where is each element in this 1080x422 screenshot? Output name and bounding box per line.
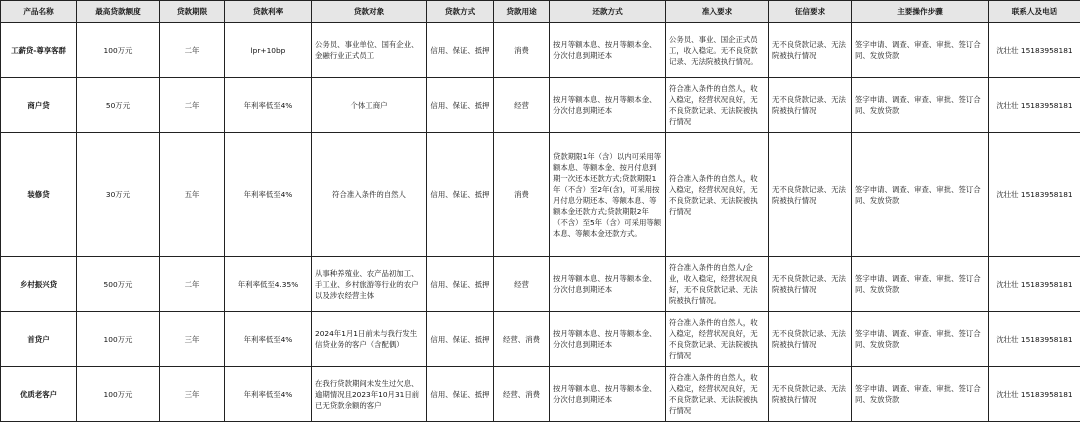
access: 符合准入条件的自然人，收入稳定，经营状况良好，无不良贷款记录、无法院被执行情况 [666, 133, 769, 257]
credit: 无不良贷款记录、无法院被执行情况 [769, 78, 852, 133]
header-method: 贷款方式 [427, 1, 494, 23]
contact: 沈壮壮 15183958181 [989, 78, 1080, 133]
term: 二年 [160, 257, 225, 312]
steps: 签字申请、调查、审查、审批、签订合同、发放贷款 [852, 78, 989, 133]
access: 符合准入条件的自然人，收入稳定，经营状况良好，无不良贷款记录、无法院被执行情况 [666, 367, 769, 422]
product-name: 工薪贷-尊享客群 [1, 23, 77, 78]
repayment: 贷款期限1年（含）以内可采用等额本息、等额本金、按月付息到期一次还本还款方式;贷款期限1年（不含）至2年(含)，可采用按月付息分期还本、等额本息、等额本金还款方式;贷款期限2年（不含）至5年（含）可采用等额本息、等额本金还款方式。 [550, 133, 666, 257]
max-amount: 100万元 [77, 367, 160, 422]
target: 符合准入条件的自然人 [312, 133, 427, 257]
method: 信用、保证、抵押 [427, 257, 494, 312]
table-row [1, 133, 1080, 257]
steps: 签字申请、调查、审查、审批、签订合同、发放贷款 [852, 367, 989, 422]
target: 2024年1月1日前未与我行发生信贷业务的客户（含配偶） [312, 312, 427, 367]
max-amount: 500万元 [77, 257, 160, 312]
steps: 签字申请、调查、审查、审批、签订合同、发放贷款 [852, 257, 989, 312]
use: 经营 [494, 257, 550, 312]
table-row [1, 312, 1080, 367]
table-row [1, 23, 1080, 78]
product-name: 装修贷 [1, 133, 77, 257]
header-max-amount: 最高贷款额度 [77, 1, 160, 23]
credit: 无不良贷款记录、无法院被执行情况 [769, 367, 852, 422]
access: 公务员、事业、国企正式员工，收入稳定。无不良贷款记录、无法院被执行情况。 [666, 23, 769, 78]
max-amount: 30万元 [77, 133, 160, 257]
repayment: 按月等额本息、按月等额本金、分次付息到期还本 [550, 257, 666, 312]
access: 符合准入条件的自然人，收入稳定，经营状况良好，无不良贷款记录、无法院被执行情况 [666, 312, 769, 367]
max-amount: 100万元 [77, 312, 160, 367]
rate: lpr+10bp [225, 23, 312, 78]
target: 在我行贷款期间未发生过欠息、逾期情况且2023年10月31日前已无贷款余额的客户 [312, 367, 427, 422]
method: 信用、保证、抵押 [427, 133, 494, 257]
credit: 无不良贷款记录、无法院被执行情况 [769, 23, 852, 78]
credit: 无不良贷款记录、无法院被执行情况 [769, 312, 852, 367]
header-product-name: 产品名称 [1, 1, 77, 23]
table-row [1, 257, 1080, 312]
contact: 沈壮壮 15183958181 [989, 23, 1080, 78]
term: 三年 [160, 367, 225, 422]
use: 经营、消费 [494, 312, 550, 367]
max-amount: 50万元 [77, 78, 160, 133]
steps: 签字申请、调查、审查、审批、签订合同、发放贷款 [852, 133, 989, 257]
product-name: 首贷户 [1, 312, 77, 367]
header-use: 贷款用途 [494, 1, 550, 23]
use: 消费 [494, 23, 550, 78]
header-row [1, 1, 1080, 23]
method: 信用、保证、抵押 [427, 312, 494, 367]
use: 消费 [494, 133, 550, 257]
repayment: 按月等额本息、按月等额本金、分次付息到期还本 [550, 23, 666, 78]
target: 公务员、事业单位、国有企业、金融行业正式员工 [312, 23, 427, 78]
steps: 签字申请、调查、审查、审批、签订合同、发放贷款 [852, 312, 989, 367]
header-rate: 贷款利率 [225, 1, 312, 23]
rate: 年利率低至4% [225, 78, 312, 133]
header-term: 贷款期限 [160, 1, 225, 23]
header-access: 准入要求 [666, 1, 769, 23]
credit: 无不良贷款记录、无法院被执行情况 [769, 133, 852, 257]
header-target: 贷款对象 [312, 1, 427, 23]
method: 信用、保证、抵押 [427, 78, 494, 133]
header-steps: 主要操作步骤 [852, 1, 989, 23]
term: 三年 [160, 312, 225, 367]
repayment: 按月等额本息、按月等额本金、分次付息到期还本 [550, 312, 666, 367]
product-name: 乡村振兴贷 [1, 257, 77, 312]
target: 个体工商户 [312, 78, 427, 133]
term: 五年 [160, 133, 225, 257]
use: 经营 [494, 78, 550, 133]
rate: 年利率低至4% [225, 312, 312, 367]
table-row [1, 78, 1080, 133]
target: 从事种养殖业、农产品初加工、手工业、乡村旅游等行业的农户以及涉农经营主体 [312, 257, 427, 312]
steps: 签字申请、调查、审查、审批、签订合同、发放贷款 [852, 23, 989, 78]
repayment: 按月等额本息、按月等额本金、分次付息到期还本 [550, 367, 666, 422]
method: 信用、保证、抵押 [427, 23, 494, 78]
rate: 年利率低至4.35% [225, 257, 312, 312]
access: 符合准入条件的自然人，收入稳定，经营状况良好，无不良贷款记录、无法院被执行情况 [666, 78, 769, 133]
table-row [1, 367, 1080, 422]
term: 二年 [160, 23, 225, 78]
header-contact: 联系人及电话 [989, 1, 1080, 23]
header-repayment: 还款方式 [550, 1, 666, 23]
product-name: 商户贷 [1, 78, 77, 133]
method: 信用、保证、抵押 [427, 367, 494, 422]
rate: 年利率低至4% [225, 367, 312, 422]
contact: 沈壮壮 15183958181 [989, 367, 1080, 422]
max-amount: 100万元 [77, 23, 160, 78]
credit: 无不良贷款记录、无法院被执行情况 [769, 257, 852, 312]
product-name: 优质老客户 [1, 367, 77, 422]
rate: 年利率低至4% [225, 133, 312, 257]
contact: 沈壮壮 15183958181 [989, 312, 1080, 367]
repayment: 按月等额本息、按月等额本金、分次付息到期还本 [550, 78, 666, 133]
contact: 沈壮壮 15183958181 [989, 257, 1080, 312]
header-credit: 征信要求 [769, 1, 852, 23]
use: 经营、消费 [494, 367, 550, 422]
access: 符合准入条件的自然人/企业，收入稳定，经营状况良好，无不良贷款记录、无法院被执行情况。 [666, 257, 769, 312]
contact: 沈壮壮 15183958181 [989, 133, 1080, 257]
term: 二年 [160, 78, 225, 133]
